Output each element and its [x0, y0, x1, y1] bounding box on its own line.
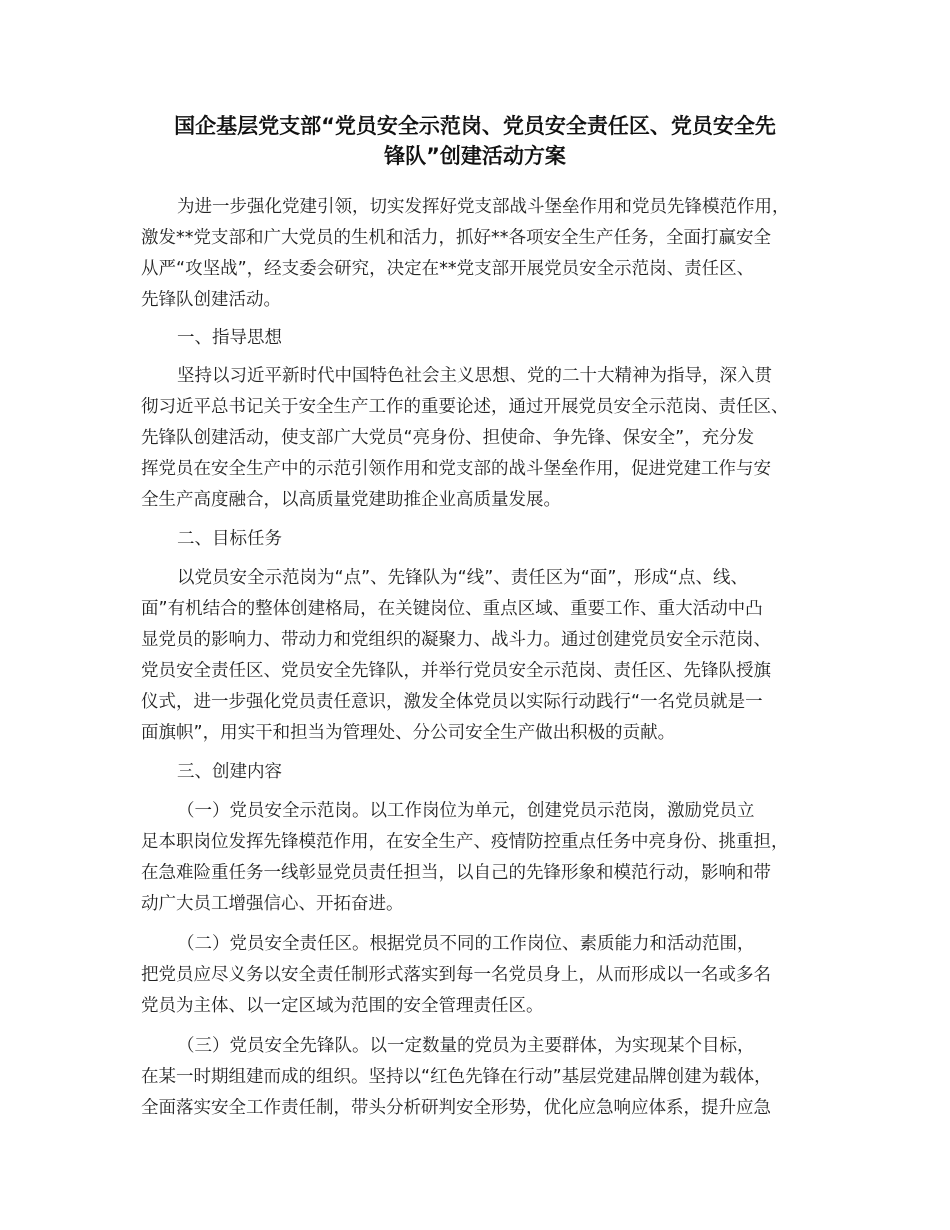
section-heading-goals-tasks: 二、目标任务 [177, 529, 282, 549]
item2-line: 党员为主体、以一定区域为范围的安全管理责任区。 [141, 996, 544, 1016]
section2-line: 仪式，进一步强化党员责任意识，激发全体党员以实际行动践行“一名党员就是一 [141, 692, 763, 712]
item1-line: 足本职岗位发挥先锋模范作用，在安全生产、疫情防控重点任务中亮身份、挑重担， [141, 832, 789, 852]
section2-line: 显党员的影响力、带动力和党组织的凝聚力、战斗力。通过创建党员安全示范岗、 [141, 630, 771, 650]
item3-line: 全面落实安全工作责任制，带头分析研判安全形势，优化应急响应体系，提升应急 [141, 1098, 771, 1118]
item3-line: （三）党员安全先锋队。以一定数量的党员为主要群体，为实现某个目标， [177, 1036, 755, 1056]
item2-line: （二）党员安全责任区。根据党员不同的工作岗位、素质能力和活动范围， [177, 934, 755, 954]
section1-line: 坚持以习近平新时代中国特色社会主义思想、党的二十大精神为指导，深入贯 [177, 366, 772, 386]
section1-line: 彻习近平总书记关于安全生产工作的重要论述，通过开展党员安全示范岗、责任区、 [141, 397, 789, 417]
section2-line: 面旗帜”，用实干和担当为管理处、分公司安全生产做出积极的贡献。 [141, 723, 676, 743]
document-title-line-1: 国企基层党支部“党员安全示范岗、党员安全责任区、党员安全先 [174, 114, 776, 138]
intro-line: 为进一步强化党建引领，切实发挥好党支部战斗堡垒作用和党员先锋模范作用， [177, 197, 790, 217]
item3-line: 在某一时期组建而成的组织。坚持以“红色先锋在行动”基层党建品牌创建为载体， [141, 1067, 772, 1087]
item1-line: （一）党员安全示范岗。以工作岗位为单元，创建党员示范岗，激励党员立 [177, 801, 755, 821]
section-heading-guiding-ideology: 一、指导思想 [177, 328, 282, 348]
section-heading-creation-content: 三、创建内容 [177, 762, 282, 782]
section1-line: 挥党员在安全生产中的示范引领作用和党支部的战斗堡垒作用，促进党建工作与安 [141, 459, 771, 479]
section2-line: 面”有机结合的整体创建格局，在关键岗位、重点区域、重要工作、重大活动中凸 [141, 599, 763, 619]
section2-line: 党员安全责任区、党员安全先锋队，并举行党员安全示范岗、责任区、先锋队授旗 [141, 661, 771, 681]
section1-line: 全生产高度融合，以高质量党建助推企业高质量发展。 [141, 490, 561, 510]
item1-line: 动广大员工增强信心、开拓奋进。 [141, 894, 404, 914]
document-title-line-2: 锋队”创建活动方案 [384, 144, 566, 168]
intro-line: 先锋队创建活动。 [141, 290, 281, 310]
section2-line: 以党员安全示范岗为“点”、先锋队为“线”、责任区为“面”，形成“点、线、 [177, 568, 748, 588]
intro-line: 从严“攻坚战”，经支委会研究，决定在**党支部开展党员安全示范岗、责任区、 [141, 259, 755, 279]
intro-line: 激发**党支部和广大党员的生机和活力，抓好**各项安全生产任务，全面打赢安全 [141, 228, 771, 248]
item2-line: 把党员应尽义务以安全责任制形式落实到每一名党员身上，从而形成以一名或多名 [141, 965, 771, 985]
section1-line: 先锋队创建活动，使支部广大党员“亮身份、担使命、争先锋、保安全”，充分发 [141, 428, 755, 448]
item1-line: 在急难险重任务一线彰显党员责任担当，以自己的先锋形象和模范行动，影响和带 [141, 863, 771, 883]
